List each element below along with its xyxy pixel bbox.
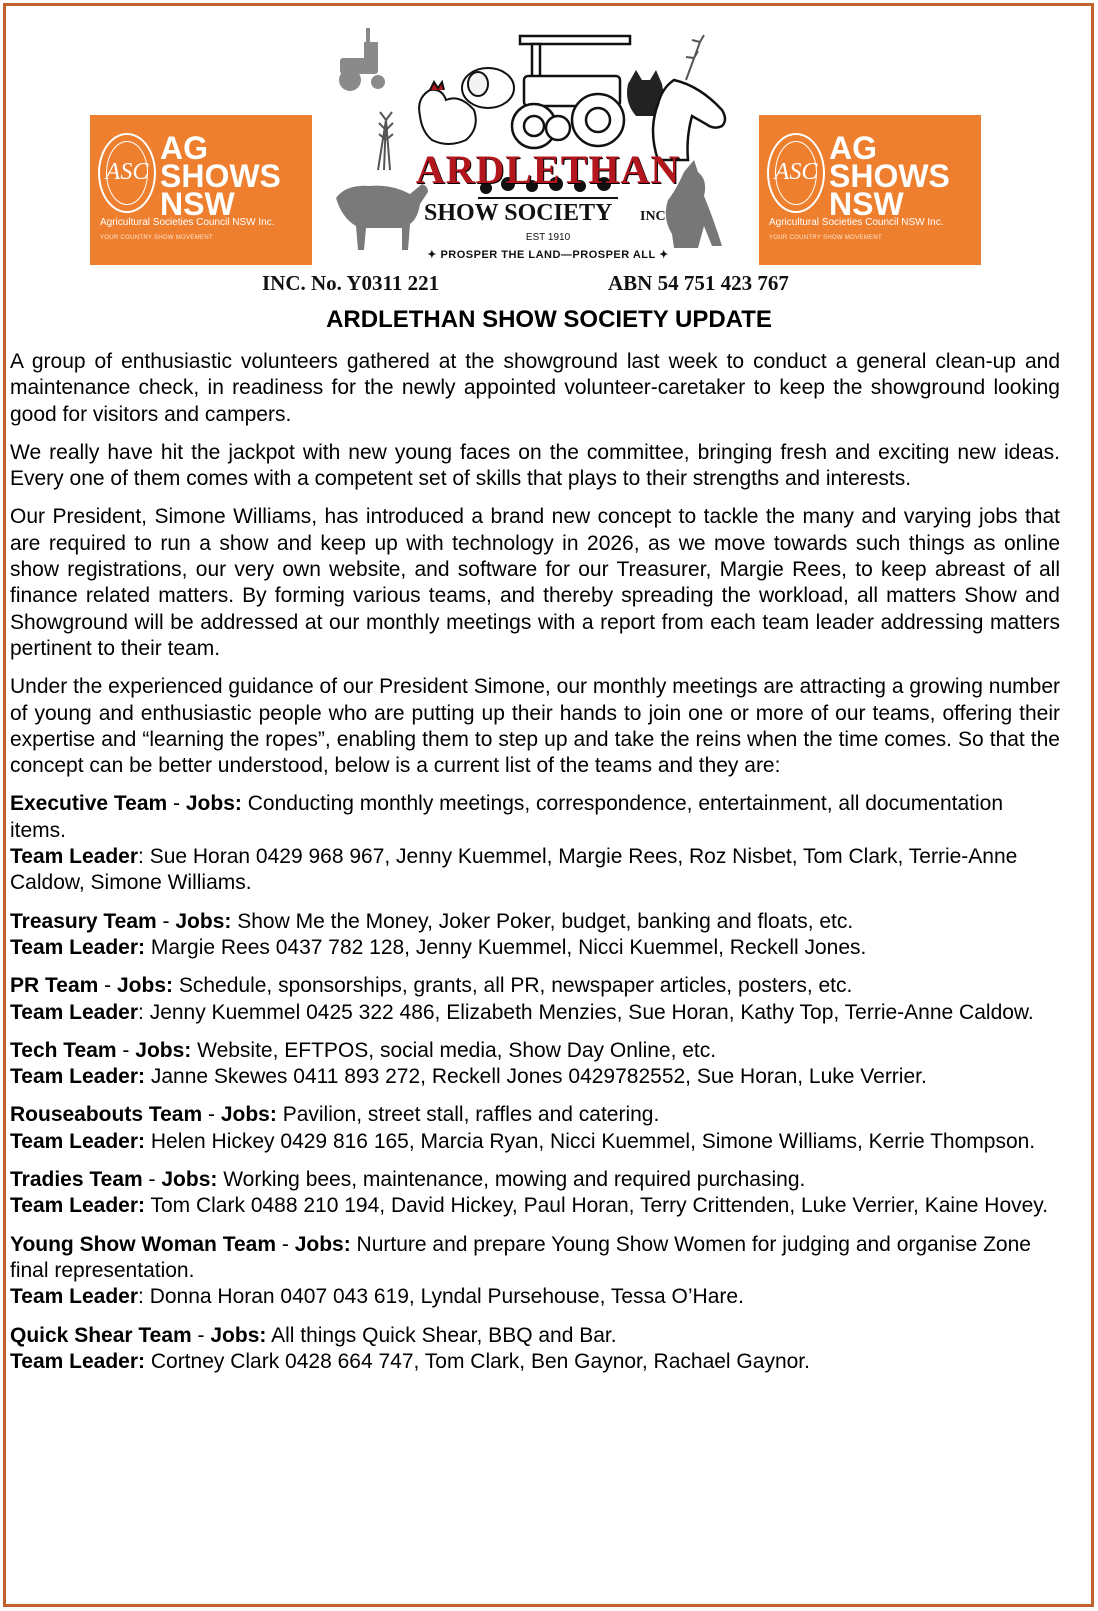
team-entry: Treasury Team - Jobs: Show Me the Money, Joker Poker, budget, banking and floats, etc. Team Leader: Margie Rees 0437 782 128, Jenny Kuemmel, Nicci Kuemmel, Reckell Jones. bbox=[10, 909, 867, 959]
badge-tagline: YOUR COUNTRY SHOW MOVEMENT bbox=[100, 235, 213, 241]
team-jobs: Show Me the Money, Joker Poker, budget, banking and floats, etc. bbox=[237, 909, 854, 933]
logo-title: ARDLETHAN bbox=[415, 147, 681, 192]
team-name: Tech Team bbox=[10, 1038, 117, 1062]
badge-tagline: YOUR COUNTRY SHOW MOVEMENT bbox=[769, 235, 882, 241]
ag-shows-nsw-badge-left bbox=[90, 115, 312, 265]
team-name: Executive Team bbox=[10, 792, 168, 816]
team-name: Young Show Woman Team bbox=[10, 1232, 277, 1256]
team-leader: Margie Rees 0437 782 128, Jenny Kuemmel, Nicci Kuemmel, Reckell Jones. bbox=[150, 935, 867, 959]
sheep-icon bbox=[462, 68, 514, 108]
team-leader-label: Team Leader bbox=[10, 845, 138, 869]
team-entry: Executive Team - Jobs: Conducting monthly meetings, correspondence, entertainment, all documentation items. Team Leader: Sue Horan 0429 968 967, Jenny Kuemmel, Margie Rees, Roz Nisbet, Tom Clark, Terrie-Anne Caldow, Simone Williams. bbox=[10, 792, 1018, 895]
logo-motto: ✦ PROSPER THE LAND—PROSPER ALL ✦ bbox=[427, 249, 669, 261]
badge-line-ag: AG bbox=[829, 130, 877, 166]
jobs-label: Jobs: bbox=[294, 1232, 351, 1256]
team-jobs: Schedule, sponsorships, grants, all PR, newspaper articles, posters, etc. bbox=[178, 974, 853, 998]
team-jobs: Nurture and prepare Young Show Women for judging and organise Zone final representation. bbox=[10, 1232, 1031, 1282]
team-name: Rouseabouts Team bbox=[10, 1103, 203, 1127]
team-entry: Tech Team - Jobs: Website, EFTPOS, social media, Show Day Online, etc. Team Leader: Janne Skewes 0411 893 272, Reckell Jones 0429782552, Sue Horan, Luke Verrier. bbox=[10, 1038, 927, 1089]
jobs-label: Jobs: bbox=[161, 1168, 218, 1192]
team-leader-label: Team Leader bbox=[10, 935, 138, 959]
page-title: ARDLETHAN SHOW SOCIETY UPDATE bbox=[326, 306, 772, 333]
team-leader: Sue Horan 0429 968 967, Jenny Kuemmel, Margie Rees, Roz Nisbet, Tom Clark, Terrie-Anne Caldow, Simone Williams. bbox=[10, 845, 1018, 895]
badge-line-nsw: NSW bbox=[829, 186, 904, 222]
jobs-label: Jobs: bbox=[220, 1103, 277, 1127]
jobs-label: Jobs: bbox=[185, 792, 242, 816]
paragraph: We really have hit the jackpot with new young faces on the committee, bringing fresh and exciting new ideas. Every one of them comes with a competent set of skills that plays to their strengths and interests. bbox=[10, 440, 1060, 491]
jobs-label: Jobs: bbox=[116, 974, 173, 998]
team-name: Quick Shear Team bbox=[10, 1323, 192, 1347]
team-jobs: All things Quick Shear, BBQ and Bar. bbox=[271, 1323, 617, 1347]
ag-shows-nsw-badge-right bbox=[759, 115, 981, 265]
tractor-icon bbox=[339, 28, 385, 91]
team-leader-label: Team Leader bbox=[10, 1349, 138, 1373]
badge-line-ag: AG bbox=[160, 130, 208, 166]
team-name: PR Team bbox=[10, 974, 99, 998]
badge-subtitle: Agricultural Societies Council NSW Inc. bbox=[100, 217, 275, 228]
abn-number: ABN 54 751 423 767 bbox=[608, 271, 789, 295]
logo-inc: INC bbox=[640, 209, 666, 224]
paragraph: A group of enthusiastic volunteers gathered at the showground last week to conduct a general clean-up and maintenance check, in readiness for the newly appointed volunteer-caretaker to keep the showground looking good for visitors and campers. bbox=[10, 350, 1060, 426]
team-leader: Janne Skewes 0411 893 272, Reckell Jones 0429782552, Sue Horan, Luke Verrier. bbox=[150, 1065, 927, 1089]
logo-est: EST 1910 bbox=[525, 232, 571, 243]
asc-seal-icon: ASC bbox=[767, 133, 825, 213]
team-jobs: Conducting monthly meetings, correspondence, entertainment, all documentation items. bbox=[10, 792, 1004, 842]
team-entry: PR Team - Jobs: Schedule, sponsorships, grants, all PR, newspaper articles, posters, etc. Team Leader: Jenny Kuemmel 0425 322 486, Elizabeth Menzies, Sue Horan, Kathy Top, Terrie-Anne Caldow. bbox=[10, 974, 1034, 1024]
team-leader-label: Team Leader bbox=[10, 1194, 138, 1218]
team-leader-label: Team Leader bbox=[10, 1285, 138, 1309]
team-entry: Rouseabouts Team - Jobs: Pavilion, street stall, raffles and catering. Team Leader: Helen Hickey 0429 816 165, Marcia Ryan, Nicci Kuemmel, Simone Williams, Kerrie Thompson. bbox=[10, 1103, 1036, 1153]
paragraph: Under the experienced guidance of our President Simone, our monthly meetings are attracting a growing number of young and enthusiastic people who are putting up their hands to join one or more of our teams, offering their expertise and “learning the ropes”, enabling them to step up and take the reins when the time comes. So that the concept can be better understood, below is a current list of the teams and they are: bbox=[10, 675, 1060, 778]
jobs-label: Jobs: bbox=[135, 1038, 192, 1062]
inc-number: INC. No. Y0311 221 bbox=[262, 271, 440, 295]
team-entry: Young Show Woman Team - Jobs: Nurture and prepare Young Show Women for judging and organise Zone final representation. Team Leader: Donna Horan 0407 043 619, Lyndal Pursehouse, Tessa O’Hare. bbox=[10, 1232, 1031, 1309]
team-jobs: Website, EFTPOS, social media, Show Day Online, etc. bbox=[197, 1038, 717, 1062]
jobs-label: Jobs: bbox=[175, 909, 232, 933]
badge-line-shows: SHOWS bbox=[829, 158, 950, 194]
team-name: Treasury Team bbox=[10, 909, 157, 933]
badge-line-nsw: NSW bbox=[160, 186, 235, 222]
article-body bbox=[10, 349, 1060, 1387]
logo-society: SHOW SOCIETY bbox=[424, 200, 613, 226]
team-leader: Jenny Kuemmel 0425 322 486, Elizabeth Menzies, Sue Horan, Kathy Top, Terrie-Anne Caldow. bbox=[149, 1000, 1034, 1024]
team-leader-label: Team Leader bbox=[10, 1065, 138, 1089]
team-leader-label: Team Leader bbox=[10, 1000, 138, 1024]
jobs-label: Jobs: bbox=[210, 1323, 267, 1347]
badge-line-shows: SHOWS bbox=[160, 158, 281, 194]
team-name: Tradies Team bbox=[10, 1168, 143, 1192]
steam-engine-icon bbox=[512, 36, 630, 148]
paragraph: Our President, Simone Williams, has introduced a brand new concept to tackle the many and varying jobs that are required to run a show and keep up with technology in 2026, as we move towards such things as online show registrations, our very own website, and software for our Treasurer, Margie Rees, to keep abreast of all finance related matters. By forming various teams, and thereby spreading the workload, all matters Show and Showground will be addressed at our monthly meetings with a report from each team leader addressing matters pertinent to their team. bbox=[10, 505, 1060, 660]
team-leader: Tom Clark 0488 210 194, David Hickey, Paul Horan, Terry Crittenden, Luke Verrier, Kaine Hovey. bbox=[150, 1194, 1049, 1218]
team-entry: Quick Shear Team - Jobs: All things Quick Shear, BBQ and Bar. Team Leader: Cortney Clark 0428 664 747, Tom Clark, Ben Gaynor, Rachael Gaynor. bbox=[10, 1323, 810, 1373]
asc-seal-icon: ASC bbox=[98, 133, 156, 213]
team-leader-label: Team Leader bbox=[10, 1129, 138, 1153]
badge-subtitle: Agricultural Societies Council NSW Inc. bbox=[769, 217, 944, 228]
team-leader: Donna Horan 0407 043 619, Lyndal Pursehouse, Tessa O’Hare. bbox=[149, 1285, 744, 1309]
team-leader: Cortney Clark 0428 664 747, Tom Clark, Ben Gaynor, Rachael Gaynor. bbox=[150, 1349, 810, 1373]
team-entry: Tradies Team - Jobs: Working bees, maintenance, mowing and required purchasing. Team Leader: Tom Clark 0488 210 194, David Hickey, Paul Horan, Terry Crittenden, Luke Verrier, Kaine Hovey. bbox=[10, 1168, 1049, 1218]
team-leader: Helen Hickey 0429 816 165, Marcia Ryan, Nicci Kuemmel, Simone Williams, Kerrie Thompson. bbox=[150, 1129, 1036, 1153]
ardlethan-show-society-logo bbox=[328, 20, 768, 270]
team-jobs: Pavilion, street stall, raffles and catering. bbox=[282, 1103, 660, 1127]
team-jobs: Working bees, maintenance, mowing and required purchasing. bbox=[223, 1168, 806, 1192]
